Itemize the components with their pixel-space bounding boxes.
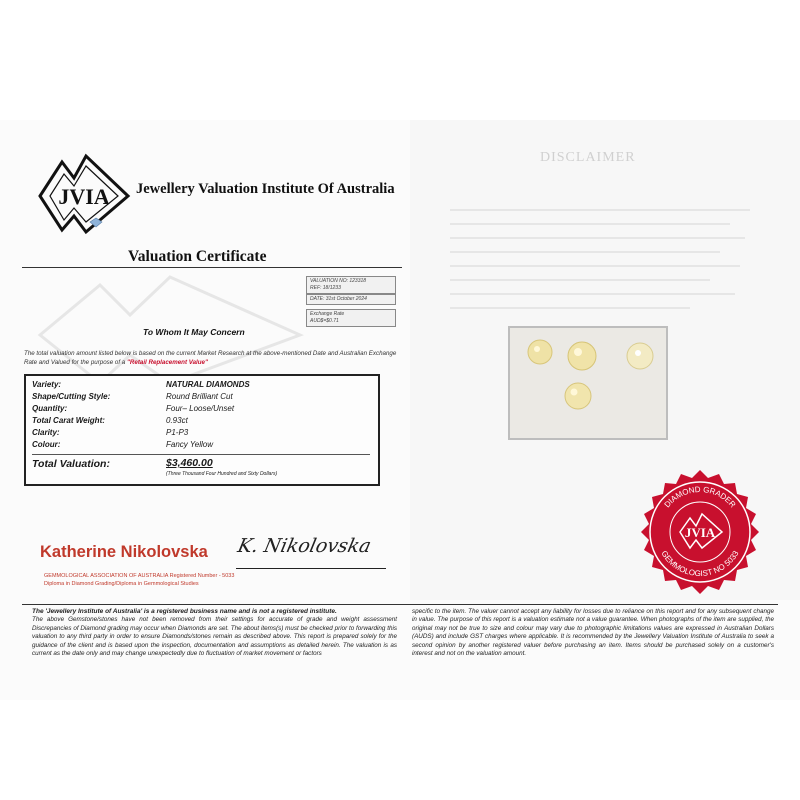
detail-value: 0.93ct — [166, 416, 188, 425]
diamond-grader-seal — [636, 468, 764, 596]
svg-text:JVIA: JVIA — [58, 184, 110, 209]
institute-name: Jewellery Valuation Institute Of Australia — [136, 181, 395, 197]
intro-paragraph — [24, 350, 399, 367]
seal-bottom-text: GEMMOLOGIST NO 5033 — [659, 549, 741, 579]
diamond-stone — [528, 340, 552, 364]
total-valuation-label: Total Valuation: — [32, 458, 110, 470]
footer-left-notes — [32, 608, 397, 658]
detail-value: Fancy Yellow — [166, 440, 213, 449]
valuation-number: VALUATION NO: 123318 — [310, 278, 367, 284]
footer-right-notes: specific to the item. The valuer cannot accept any liability for losses due to reliance on this report and for any subsequent change in value. The purpose of this report is a valuation estimate not a value guarantee. When photographs of the item are supplied, the original may not be true to size and colour may vary due to photographic limitations values are expressed in Australian Dollars (AUDS) and include GST charges where applicable. It is recommended by the Jewellery Valuation Institute of Australia to seek a second opinion by another registered valuer before purchasing an item. Items should be purchased solely on a customer's interest and not on the valuation amount. — [412, 608, 774, 658]
signature-line — [236, 568, 386, 569]
detail-label: Variety: — [32, 380, 62, 389]
diamonds-photo — [508, 326, 668, 440]
reference-number: REF: 18/1233 — [310, 285, 341, 291]
diamond-stone — [568, 342, 596, 370]
valuer-name: Katherine Nikolovska — [40, 543, 208, 561]
total-divider — [32, 454, 370, 455]
addressee: To Whom It May Concern — [143, 327, 245, 337]
disclaimer-ghost-heading: DISCLAIMER — [540, 150, 636, 165]
valuer-signature: K. Nikolovska — [235, 535, 374, 557]
seal-center-text: JVIA — [684, 525, 716, 540]
detail-value: Four– Loose/Unset — [166, 404, 235, 413]
valuation-date: DATE: 31st October 2024 — [310, 296, 367, 302]
detail-value: Round Brilliant Cut — [166, 392, 233, 401]
footer-left-text: The above Gemstone/stones have not been removed from their settings for accurate of grade and weight assessment Discrepancies of Diamond grading may occur when Diamonds are set. The about items(s) must be checked prior to forwarding this valuation to any third party in order to ensure Diamonds/stones remain as described above. This report is prepared solely for the guidance of the client and is based upon the inspection, documentation and assumptions as detailed herein. The valuation is as current as the date only and may change unexpectedly due to fluctuation of market movement or factors — [32, 616, 397, 658]
detail-label: Colour: — [32, 440, 61, 449]
seal-top-text: DIAMOND GRADER — [662, 484, 738, 510]
association-registration: GEMMOLOGICAL ASSOCIATION OF AUSTRALIA Registered Number - 5033 — [44, 573, 235, 579]
footer-divider — [22, 604, 778, 605]
exchange-label: Exchange Rate — [310, 311, 345, 317]
title-divider — [22, 267, 402, 268]
detail-label: Quantity: — [32, 404, 68, 413]
detail-label: Shape/Cutting Style: — [32, 392, 111, 401]
total-valuation-words: (Three Thousand Four Hundred and Sixty Dollars) — [166, 471, 278, 477]
valuation-purpose: "Retail Replacement Value" — [126, 358, 208, 366]
diamond-stone — [565, 383, 591, 409]
detail-label: Total Carat Weight: — [32, 416, 105, 425]
valuer-diploma: Diploma in Diamond Grading/Diploma in Gemmological Studies — [44, 581, 199, 587]
detail-label: Clarity: — [32, 428, 60, 437]
diamond-stone — [627, 343, 653, 369]
ghost-text-lines — [450, 200, 750, 320]
certificate-title: Valuation Certificate — [128, 248, 267, 265]
detail-value: NATURAL DIAMONDS — [166, 380, 250, 389]
intro-text: The total valuation amount listed below is based on the current Market Research at the above-mentioned Date and Australian Exchange Rate and Valued for the purpose of a — [24, 350, 397, 366]
details-table — [24, 374, 380, 486]
jvia-logo — [36, 152, 132, 236]
footer-business-note: The 'Jewellery Institute of Australia' is a registered business name and is not a registered institute. — [32, 608, 337, 615]
detail-value: P1-P3 — [166, 428, 189, 437]
exchange-value: AUD$=$0.71 — [310, 318, 339, 324]
total-valuation-value: $3,460.00 — [166, 457, 213, 469]
